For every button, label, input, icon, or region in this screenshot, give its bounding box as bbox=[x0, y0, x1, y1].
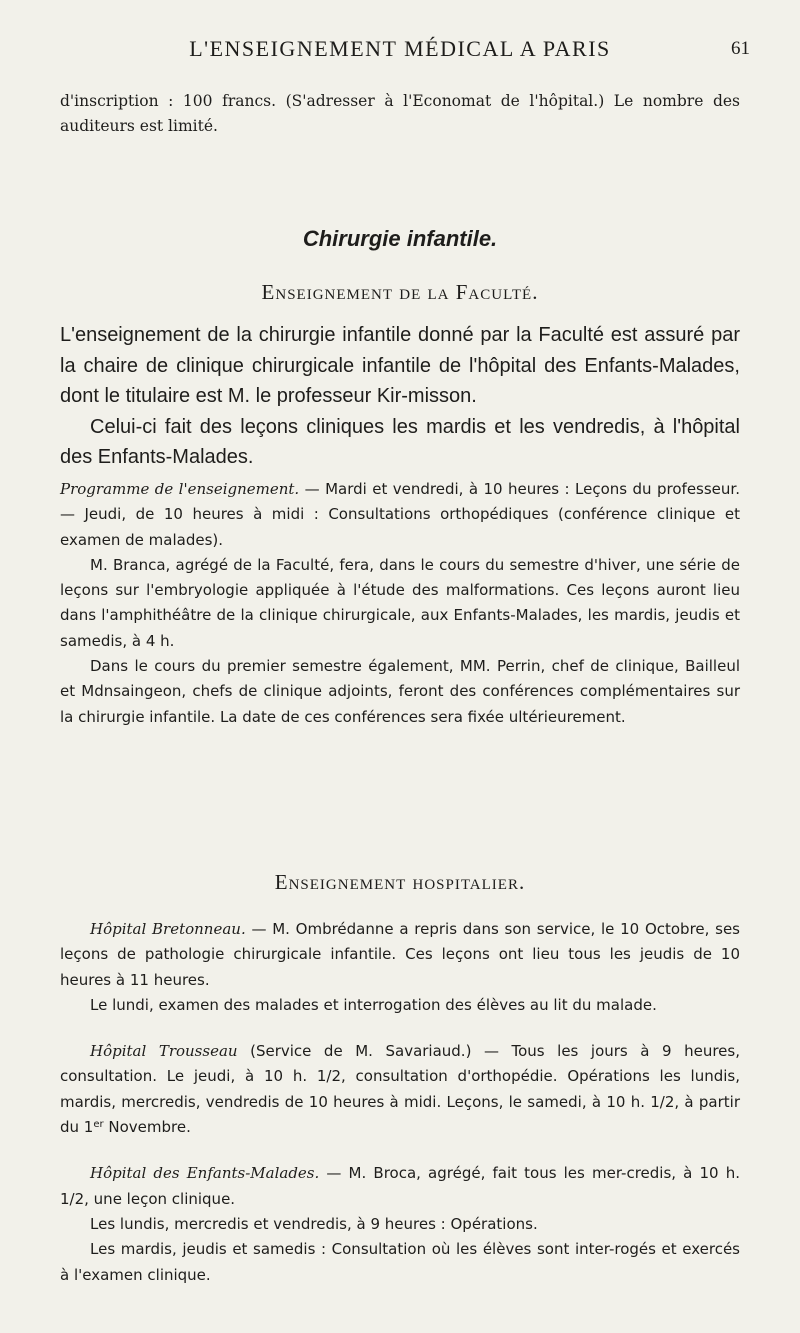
enfants-consultation-paragraph: Les mardis, jeudis et samedis : Consultation où les élèves sont inter-rogés et exercés à l'examen clinique. bbox=[60, 1240, 740, 1284]
enfants-name: Hôpital des Enfants-Malades. bbox=[90, 1164, 320, 1183]
enfants-text: — M. Broca, agrégé, fait tous les mer-credis, à 10 h. 1/2, une leçon clinique. bbox=[60, 1164, 740, 1208]
branca-paragraph: M. Branca, agrégé de la Faculté, fera, dans le cours du semestre d'hiver, une série de leçons sur l'embryologie appliquée à l'étude des malformations. Ces leçons auront lieu dans l'amphithéâtre de la clinique chirurgicale, aux Enfants-Malades, les mardis, jeudis et samedis, à 4 h. bbox=[60, 555, 740, 650]
programme-block bbox=[60, 477, 740, 730]
faculte-heading: Enseignement de la Faculté. bbox=[261, 280, 539, 304]
bretonneau-text: — M. Ombrédanne a repris dans son service, le 10 Octobre, ses leçons de pathologie chirurgicale infantile. Ces leçons ont lieu tous les jeudis de 10 heures à 11 heures. bbox=[60, 920, 741, 989]
hospitalier-heading: Enseignement hospitalier. bbox=[274, 870, 526, 894]
hospitalier-block bbox=[60, 917, 740, 1288]
trousseau-text: (Service de M. Savariaud.) — Tous les jours à 9 heures, consultation. Le jeudi, à 10 h. 1/2, consultation d'orthopédie. Opérations les lundis, mardis, mercredis, vendredis de 10 heures à midi. Leçons, le samedi, à 10 h. 1/2, à partir du 1 bbox=[60, 1042, 740, 1137]
faculte-intro bbox=[60, 320, 740, 473]
premier-semestre-paragraph: Dans le cours du premier semestre également, MM. Perrin, chef de clinique, Bailleul et Mdnsaingeon, chefs de clinique adjoints, feront des conférences complémentaires sur la chirurgie infantile. La date de ces conférences sera fixée ultérieurement. bbox=[60, 657, 740, 726]
section-title: Chirurgie infantile. bbox=[302, 226, 498, 251]
faculte-paragraph-2: Celui-ci fait des leçons cliniques les mardis et les vendredis, à l'hôpital des Enfants-Malades. bbox=[60, 415, 740, 468]
running-title: L'ENSEIGNEMENT MÉDICAL A PARIS bbox=[189, 36, 611, 61]
lead-paragraph: d'inscription : 100 francs. (S'adresser à l'Economat de l'hôpital.) Le nombre des auditeurs est limité. bbox=[60, 92, 740, 135]
enfants-operations-paragraph: Les lundis, mercredis et vendredis, à 9 heures : Opérations. bbox=[90, 1214, 538, 1233]
bretonneau-lundi-paragraph: Le lundi, examen des malades et interrogation des élèves au lit du malade. bbox=[90, 995, 657, 1014]
enfants-paragraph bbox=[60, 1161, 740, 1212]
bretonneau-name: Hôpital Bretonneau. bbox=[90, 920, 246, 938]
bretonneau-paragraph bbox=[60, 917, 740, 993]
trousseau-end: Novembre. bbox=[103, 1118, 191, 1137]
faculte-paragraph-1: L'enseignement de la chirurgie infantile donné par la Faculté est assuré par la chaire de clinique chirurgicale infantile de l'hôpital des Enfants-Malades, dont le titulaire est M. le professeur Kir-misson. bbox=[60, 324, 740, 407]
page-number: 61 bbox=[731, 38, 750, 59]
trousseau-superscript: er bbox=[93, 1119, 104, 1131]
trousseau-name: Hôpital Trousseau bbox=[90, 1042, 238, 1061]
programme-label: Programme de l'enseignement. bbox=[60, 480, 300, 498]
programme-text: — Mardi et vendredi, à 10 heures : Leçons du professeur. — Jeudi, de 10 heures à midi : Consultations orthopédiques (conférence clinique et examen de malades). bbox=[60, 480, 740, 549]
trousseau-paragraph bbox=[60, 1039, 740, 1140]
programme-paragraph bbox=[60, 477, 740, 553]
running-header bbox=[0, 36, 800, 66]
